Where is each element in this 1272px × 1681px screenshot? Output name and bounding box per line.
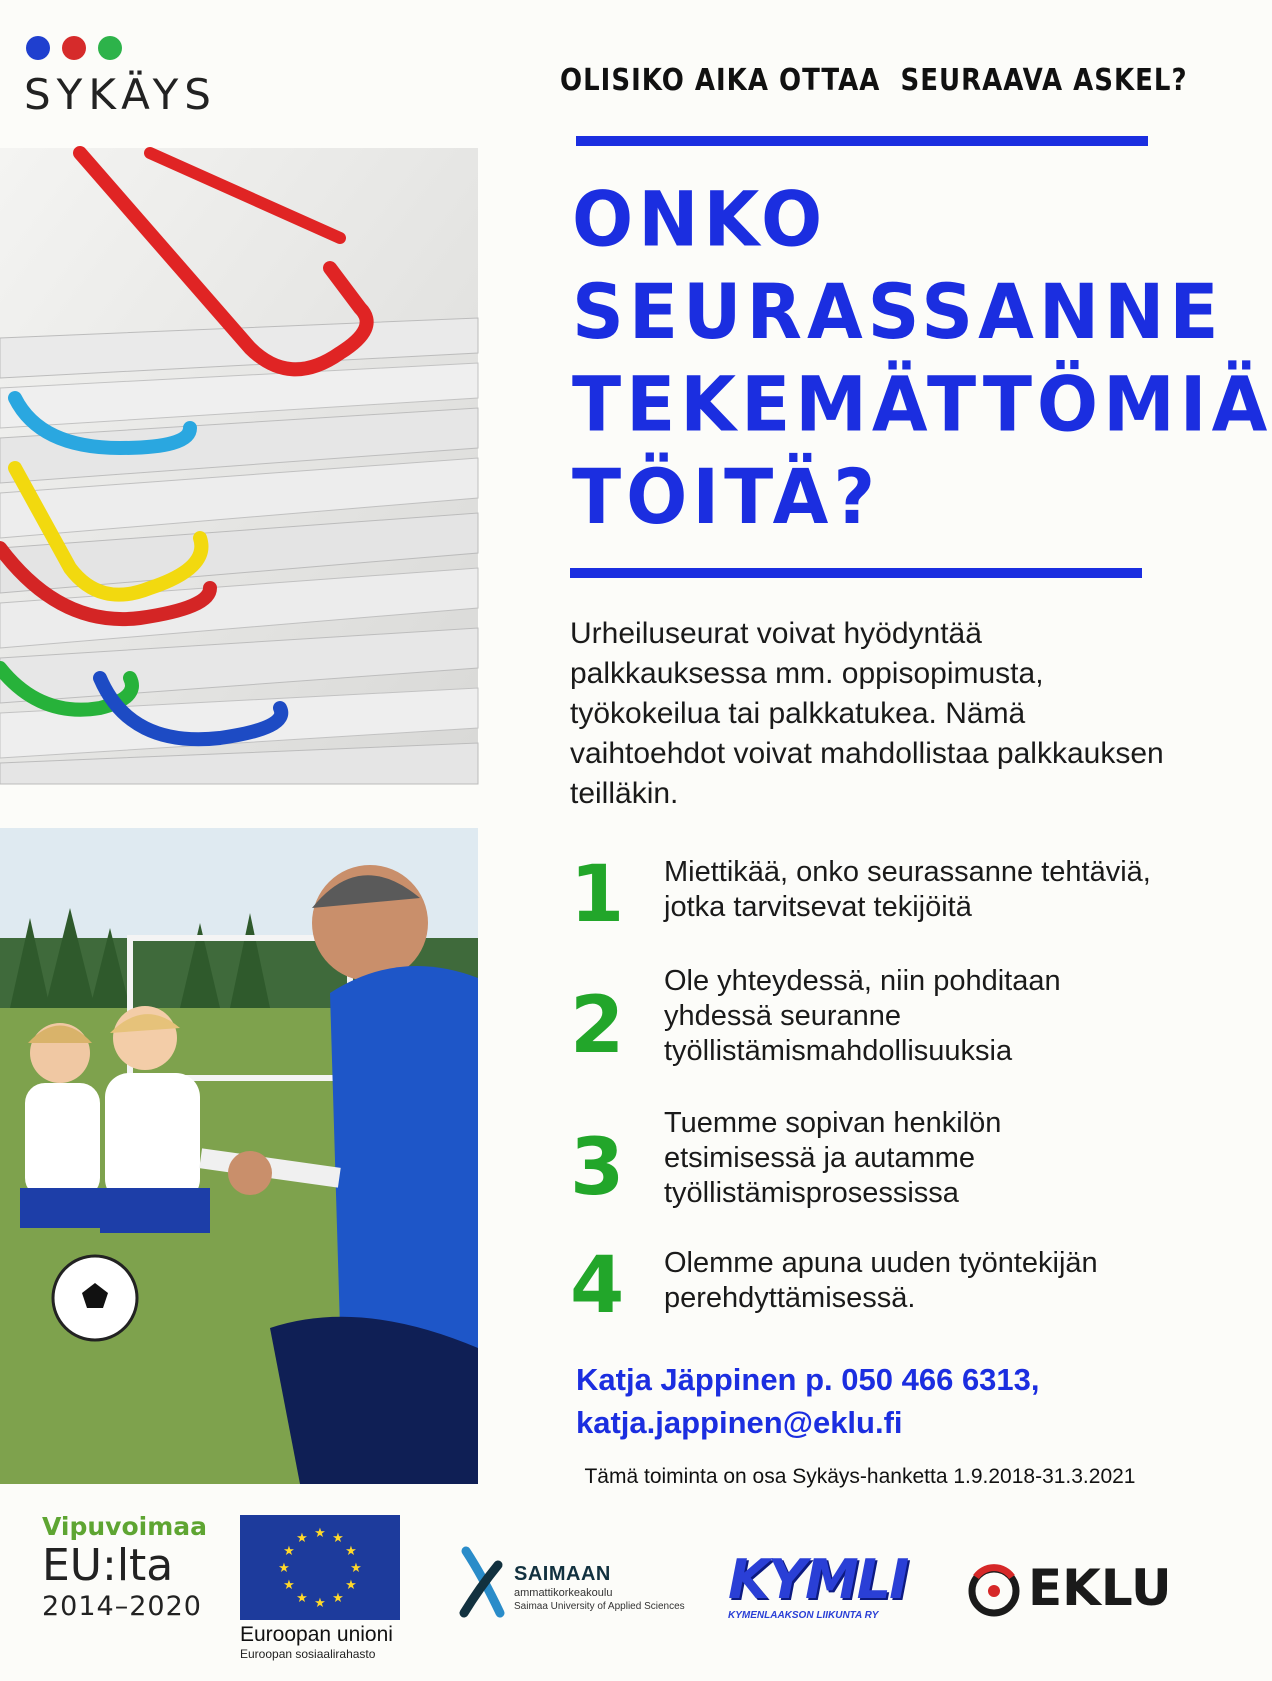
eu-flag-icon: [240, 1515, 400, 1620]
soccer-illustration: [0, 828, 478, 1484]
top-divider: [576, 136, 1148, 146]
step-text: Miettikää, onko seurassanne tehtäviä, jotka tarvitsevat tekijöitä: [664, 856, 1151, 923]
bottom-divider: [570, 568, 1142, 578]
logo-dot-red: [62, 36, 86, 60]
tagline: OLISIKO AIKA OTTAA SEURAAVA ASKEL?: [560, 63, 1188, 99]
svg-text:★: ★: [283, 1578, 295, 1593]
step-3: [570, 1106, 1180, 1211]
step-4: [570, 1241, 1180, 1331]
vipuvoimaa-years: 2014–2020: [42, 1591, 202, 1622]
svg-text:★: ★: [296, 1531, 308, 1546]
saimaa-subtitle: ammattikorkeakoulu: [514, 1587, 613, 1599]
headline-line-1: ONKO: [572, 175, 828, 264]
vipuvoimaa-logo: [42, 1512, 207, 1622]
step-number: 1: [570, 850, 625, 940]
svg-text:★: ★: [345, 1544, 357, 1559]
svg-text:★: ★: [296, 1591, 308, 1606]
kymli-logo: [720, 1540, 930, 1630]
svg-text:★: ★: [278, 1561, 290, 1576]
saimaa-logo: [458, 1545, 698, 1620]
saimaa-name: SAIMAAN: [514, 1563, 611, 1585]
eu-caption: [240, 1623, 393, 1661]
headline: [572, 173, 1272, 543]
logo-dot-blue: [26, 36, 50, 60]
headline-line-3: TEKEMÄTTÖMIÄ: [572, 360, 1272, 449]
saimaa-subtitle-en: Saimaa University of Applied Sciences: [514, 1601, 685, 1612]
eklu-logo: [962, 1555, 1182, 1625]
kymli-wordmark: KYMLI: [728, 1548, 908, 1611]
logo-dots: [26, 36, 122, 60]
paperclips-illustration: [0, 148, 478, 784]
vipuvoimaa-title: Vipuvoimaa: [42, 1512, 208, 1541]
step-text: Ole yhteydessä, niin pohditaan yhdessä seuranne työllistämismahdollisuuksia: [664, 965, 1061, 1067]
svg-text:★: ★: [314, 1596, 326, 1611]
contact-email-link[interactable]: katja.jappinen@eklu.fi: [576, 1405, 903, 1440]
headline-line-2: SEURASSANNE: [572, 267, 1224, 356]
step-2: [570, 964, 1180, 1069]
step-number: 4: [570, 1241, 625, 1331]
vipuvoimaa-eulta: EU:lta: [42, 1540, 174, 1591]
svg-text:★: ★: [350, 1561, 362, 1576]
svg-text:★: ★: [283, 1544, 295, 1559]
logo-dot-green: [98, 36, 122, 60]
saimaa-x-icon: [458, 1547, 508, 1617]
contact-name-phone: Katja Jäppinen p. 050 466 6313,: [576, 1362, 1040, 1397]
intro-paragraph: Urheiluseurat voivat hyödyntää palkkauksessa mm. oppisopimusta, työkokeilua tai palkkatukea. Nämä vaihtoehdot voivat mahdollistaa palkkauksen teilläkin.: [570, 617, 1164, 810]
svg-text:★: ★: [345, 1578, 357, 1593]
contact-info: [576, 1358, 1176, 1444]
svg-text:★: ★: [314, 1526, 326, 1541]
svg-text:★: ★: [332, 1591, 344, 1606]
step-number: 3: [570, 1123, 625, 1213]
project-footnote: Tämä toiminta on osa Sykäys-hanketta 1.9.2018-31.3.2021: [584, 1465, 1136, 1488]
eklu-ring-icon: [962, 1557, 1026, 1621]
headline-line-4: TÖITÄ?: [572, 452, 881, 541]
step-text: Olemme apuna uuden työntekijän perehdyttämisessä.: [664, 1247, 1098, 1314]
step-number: 2: [570, 981, 625, 1071]
svg-text:★: ★: [332, 1531, 344, 1546]
sykays-logo-text: SYKÄYS: [24, 70, 217, 119]
eu-name: Euroopan unioni: [240, 1623, 393, 1646]
step-text: Tuemme sopivan henkilön etsimisessä ja autamme työllistämisprosessissa: [664, 1107, 1002, 1209]
step-1: [570, 850, 1180, 940]
eu-fund: Euroopan sosiaalirahasto: [240, 1647, 376, 1661]
paperclips-photo: [0, 148, 478, 784]
kymli-subtitle: KYMENLAAKSON LIIKUNTA RY: [728, 1610, 879, 1621]
soccer-coach-photo: [0, 828, 478, 1484]
eklu-wordmark: EKLU: [1028, 1559, 1172, 1617]
